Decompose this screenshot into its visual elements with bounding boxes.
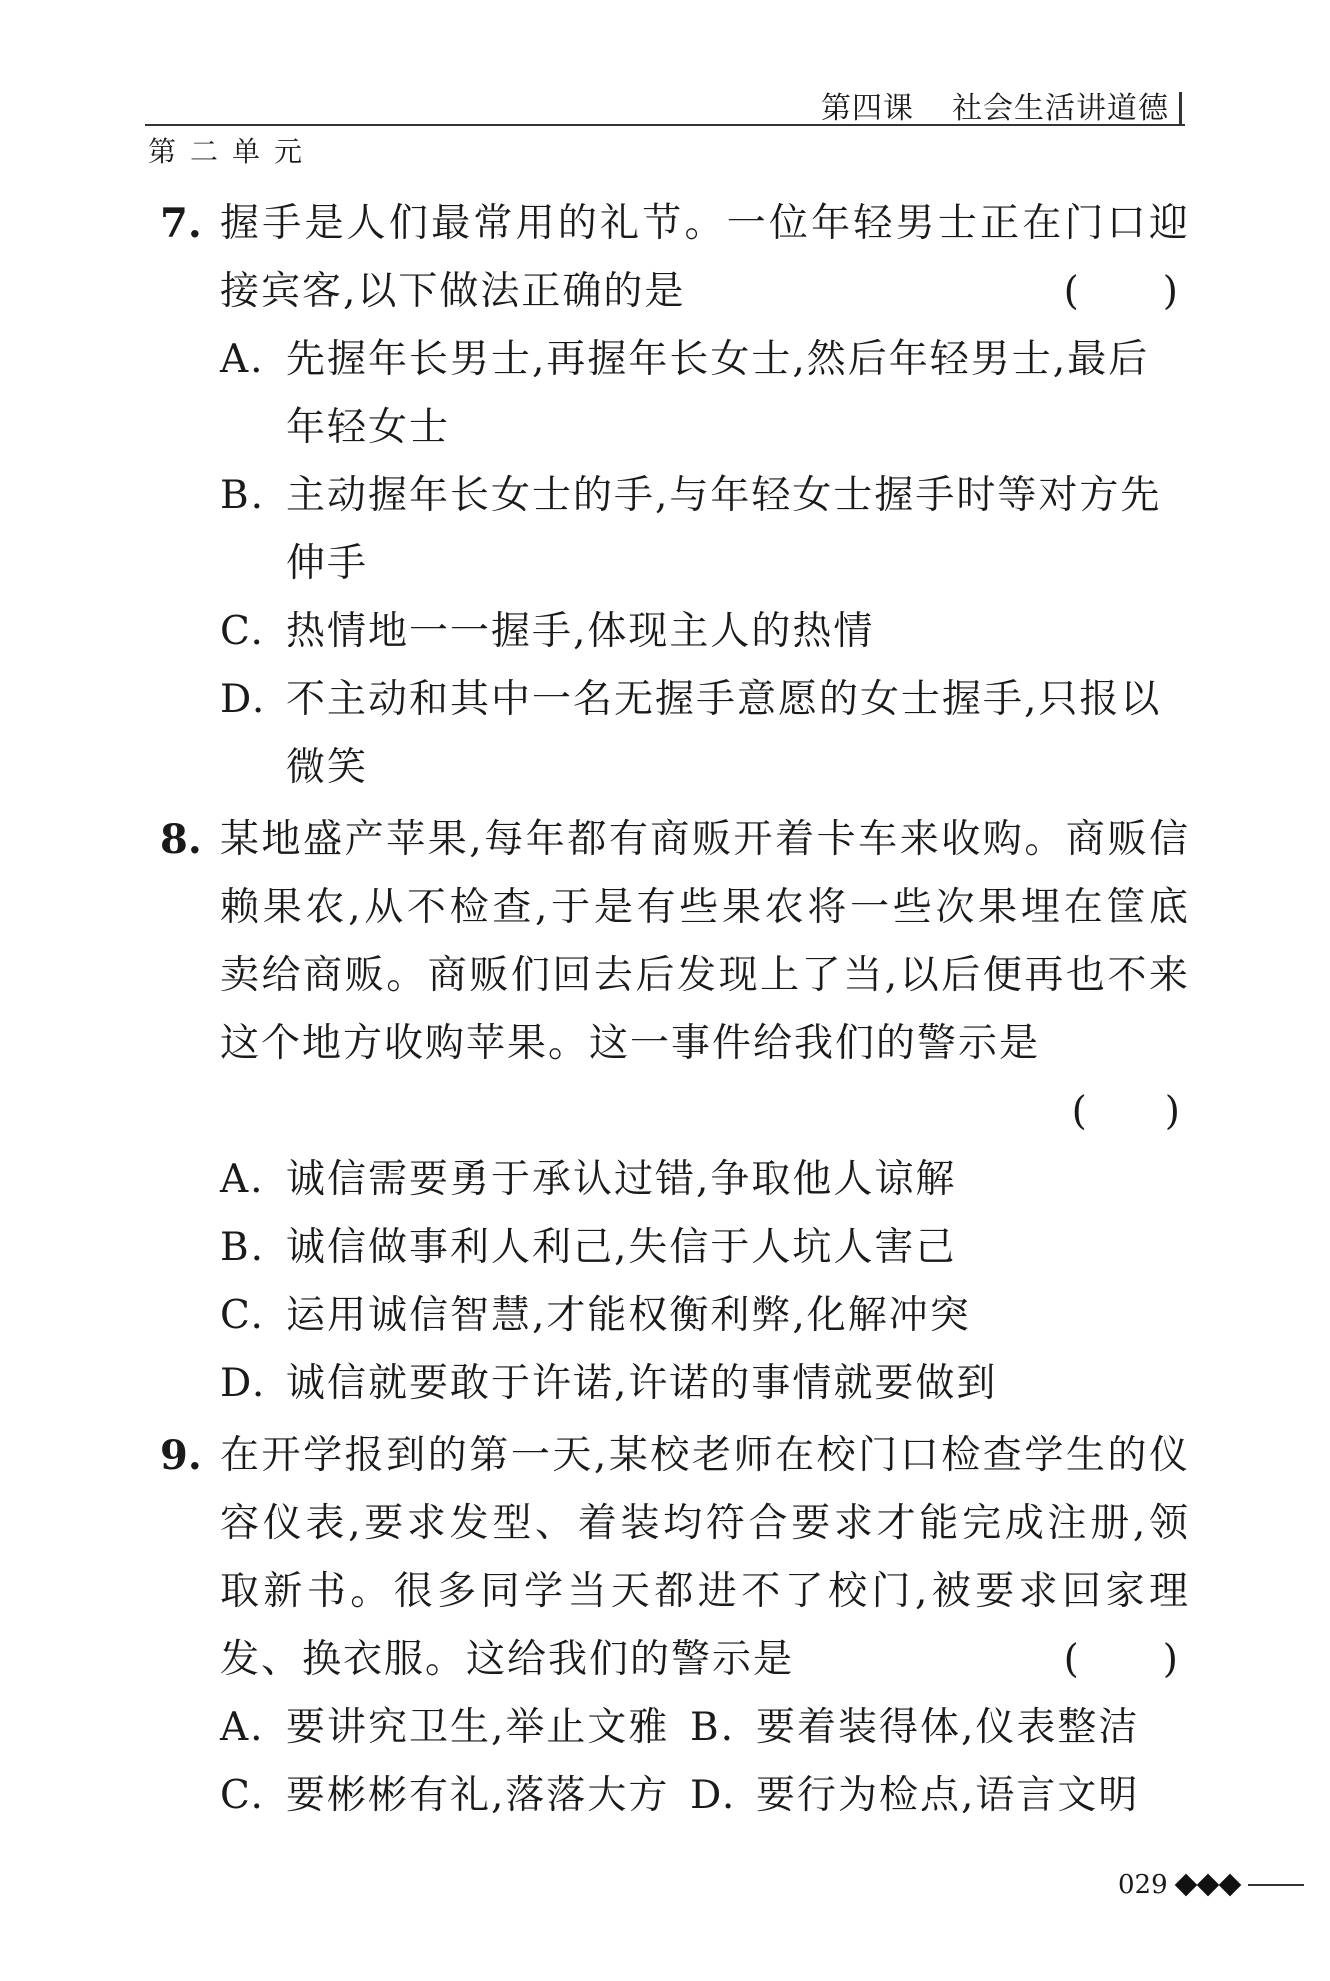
answer-blank: ( ) <box>1063 269 1180 314</box>
option-row-cd <box>220 1762 1190 1830</box>
option-text: 热情地一一握手,体现主人的热情 <box>286 609 875 654</box>
unit-label: 第二单元 <box>148 135 317 168</box>
option-text: 要着装得体,仪表整洁 <box>756 1705 1140 1750</box>
answer-blank: ( ) <box>1071 1089 1180 1134</box>
footer-rule <box>1248 1884 1304 1886</box>
option-text: 要讲究卫生,举止文雅 <box>286 1705 670 1750</box>
option-letter: A. <box>220 1705 265 1750</box>
option-c[interactable] <box>220 1762 690 1830</box>
option-letter: D. <box>220 1361 267 1406</box>
option-text: 要彬彬有礼,落落大方 <box>286 1773 670 1818</box>
option-text: 诚信就要敢于许诺,许诺的事情就要做到 <box>286 1361 998 1406</box>
option-b[interactable] <box>690 1694 1160 1762</box>
option-b[interactable] <box>220 1214 1190 1282</box>
option-letter: B. <box>690 1705 736 1750</box>
page-number: 029 <box>1118 1870 1168 1900</box>
option-d[interactable] <box>690 1762 1160 1830</box>
option-a[interactable] <box>220 1146 1190 1214</box>
option-text: 先握年长男士,再握年长女士,然后年轻男士,最后年轻女士 <box>286 337 1150 450</box>
option-letter: D. <box>220 677 267 722</box>
question-number: 8. <box>160 816 202 863</box>
question-number: 7. <box>160 200 202 247</box>
question-stem <box>220 806 1190 1078</box>
option-b[interactable] <box>220 462 1190 598</box>
option-letter: C. <box>220 1293 265 1338</box>
option-c[interactable] <box>220 1282 1190 1350</box>
lesson-title: 社会生活讲道德 <box>952 91 1169 126</box>
lesson-number: 第四课 <box>821 91 914 126</box>
option-text: 运用诚信智慧,才能权衡利弊,化解冲突 <box>286 1293 971 1338</box>
question-list <box>160 190 1190 1834</box>
question-stem-text: 某地盛产苹果,每年都有商贩开着卡车来收购。商贩信赖果农,从不检查,于是有些果农将一些次果埋在筐底卖给商贩。商贩们回去后发现上了当,以后便再也不来这个地方收购苹果。这一事件给我们的警示是 <box>220 817 1190 1066</box>
question-number: 9. <box>160 1432 202 1479</box>
option-letter: A. <box>220 337 265 382</box>
answer-blank: ( ) <box>1063 1637 1180 1682</box>
option-d[interactable] <box>220 1350 1190 1418</box>
option-text: 诚信做事利人利己,失信于人坑人害己 <box>286 1225 957 1270</box>
option-letter: A. <box>220 1157 265 1202</box>
question-stem <box>220 190 1190 326</box>
option-letter: D. <box>690 1773 737 1818</box>
option-c[interactable] <box>220 598 1190 666</box>
question-stem-text: 在开学报到的第一天,某校老师在校门口检查学生的仪容仪表,要求发型、着装均符合要求才能完成注册,领取新书。很多同学当天都进不了校门,被要求回家理发、换衣服。这给我们的警示是 <box>220 1433 1190 1682</box>
three-diamonds-icon <box>1178 1877 1244 1893</box>
question-stem <box>220 1422 1190 1694</box>
option-row-ab <box>220 1694 1190 1762</box>
option-a[interactable] <box>220 326 1190 462</box>
option-letter: C. <box>220 609 265 654</box>
option-text: 主动握年长女士的手,与年轻女士握手时等对方先伸手 <box>286 473 1162 586</box>
option-letter: C. <box>220 1773 265 1818</box>
question-stem-text: 握手是人们最常用的礼节。一位年轻男士正在门口迎接宾客,以下做法正确的是 <box>220 201 1190 314</box>
option-a[interactable] <box>220 1694 690 1762</box>
page-footer <box>1118 1870 1304 1900</box>
question-8 <box>160 806 1190 1418</box>
option-text: 要行为检点,语言文明 <box>756 1773 1140 1818</box>
question-9 <box>160 1422 1190 1830</box>
option-letter: B. <box>220 1225 266 1270</box>
option-letter: B. <box>220 473 266 518</box>
option-text: 不主动和其中一名无握手意愿的女士握手,只报以微笑 <box>286 677 1162 790</box>
running-header <box>821 92 1182 126</box>
option-d[interactable] <box>220 666 1190 802</box>
question-7 <box>160 190 1190 802</box>
option-text: 诚信需要勇于承认过错,争取他人谅解 <box>286 1157 957 1202</box>
